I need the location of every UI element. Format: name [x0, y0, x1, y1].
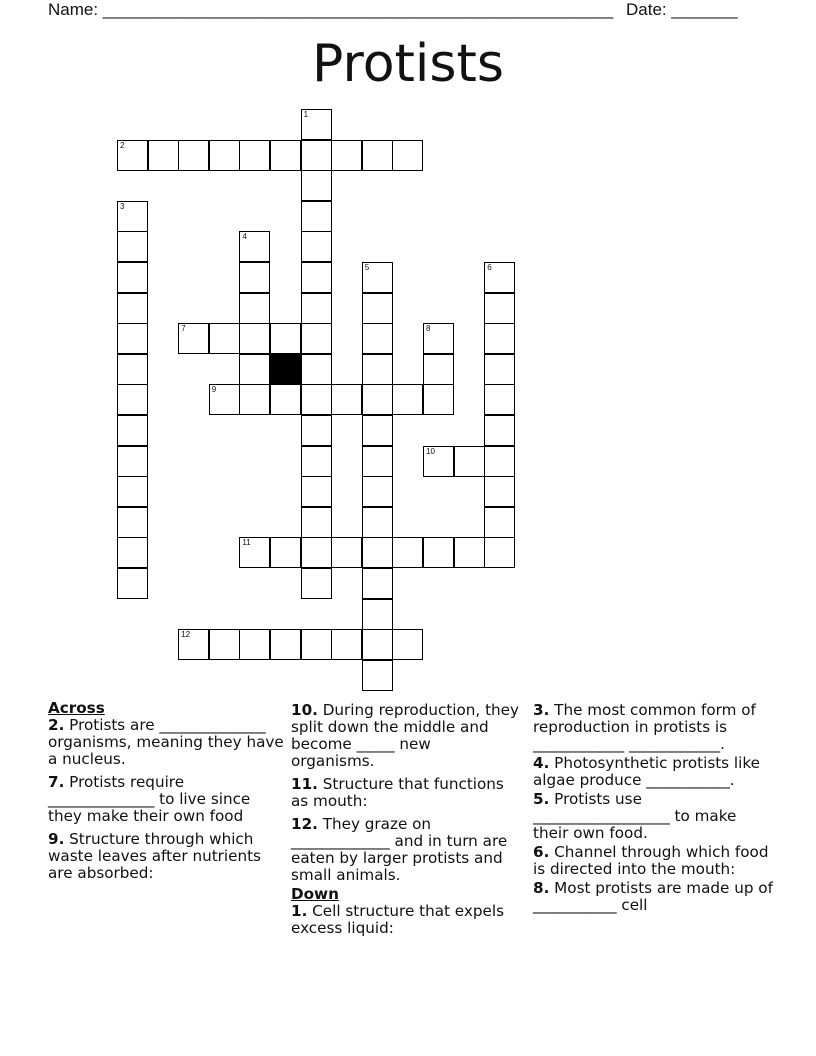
grid-cell[interactable]	[301, 170, 332, 201]
grid-cell[interactable]	[392, 537, 423, 568]
cell-number: 8	[426, 324, 431, 334]
grid-cell[interactable]	[392, 384, 423, 415]
grid-cell[interactable]	[270, 384, 301, 415]
grid-cell[interactable]	[484, 415, 515, 446]
grid-cell[interactable]	[117, 384, 148, 415]
cell-8[interactable]	[423, 323, 454, 354]
grid-cell[interactable]	[362, 293, 393, 324]
grid-cell[interactable]	[117, 537, 148, 568]
date-line: Date: _______	[626, 0, 738, 19]
clue-across-10: 10. During reproduction, they split down the middle and become _____ new organisms.	[291, 701, 519, 770]
blocked-cell	[270, 354, 301, 385]
grid-cell[interactable]	[117, 507, 148, 538]
grid-cell[interactable]	[239, 323, 270, 354]
grid-cell[interactable]	[301, 568, 332, 599]
grid-cell[interactable]	[484, 537, 515, 568]
cell-number: 2	[120, 140, 125, 150]
grid-cell[interactable]	[209, 629, 240, 660]
grid-cell[interactable]	[362, 354, 393, 385]
grid-cell[interactable]	[301, 384, 332, 415]
grid-cell[interactable]	[117, 231, 148, 262]
clue-down-8: 8. Most protists are made up of ___________ cell	[533, 879, 773, 914]
cell-11[interactable]	[239, 537, 270, 568]
grid-cell[interactable]	[301, 354, 332, 385]
grid-cell[interactable]	[484, 354, 515, 385]
grid-cell[interactable]	[362, 537, 393, 568]
cell-4[interactable]	[239, 231, 270, 262]
grid-cell[interactable]	[117, 415, 148, 446]
clue-down-1: 1. Cell structure that expels excess liquid:	[291, 902, 504, 937]
grid-cell[interactable]	[301, 323, 332, 354]
cell-number: 6	[487, 263, 492, 272]
grid-cell[interactable]	[117, 262, 148, 293]
grid-cell[interactable]	[484, 293, 515, 324]
grid-cell[interactable]	[331, 537, 362, 568]
grid-cell[interactable]	[362, 660, 393, 691]
grid-cell[interactable]	[117, 446, 148, 477]
clue-down-5: 5. Protists use __________________ to make their own food.	[533, 790, 737, 842]
grid-cell[interactable]	[484, 323, 515, 354]
grid-cell[interactable]	[423, 537, 454, 568]
across-clues-column-1	[48, 700, 288, 888]
grid-cell[interactable]	[239, 629, 270, 660]
grid-cell[interactable]	[148, 140, 179, 171]
grid-cell[interactable]	[454, 537, 485, 568]
cell-10[interactable]	[423, 446, 454, 477]
grid-cell[interactable]	[117, 323, 148, 354]
clue-across-9: 9. Structure through which waste leaves after nutrients are absorbed:	[48, 830, 261, 882]
clue-down-4: 4. Photosynthetic protists like algae produce ___________.	[533, 754, 760, 789]
cell-number: 10	[426, 446, 435, 456]
grid-cell[interactable]	[362, 476, 393, 507]
cell-number: 1	[303, 110, 309, 119]
grid-cell[interactable]	[362, 568, 393, 599]
grid-cell[interactable]	[484, 476, 515, 507]
grid-cell[interactable]	[239, 293, 270, 324]
grid-cell[interactable]	[117, 476, 148, 507]
cell-12[interactable]	[178, 629, 209, 660]
grid-cell[interactable]	[362, 384, 393, 415]
cell-number: 9	[211, 385, 217, 395]
grid-cell[interactable]	[331, 384, 362, 415]
cell-number: 12	[181, 630, 191, 640]
grid-cell[interactable]	[484, 446, 515, 477]
grid-cell[interactable]	[392, 629, 423, 660]
grid-cell[interactable]	[362, 629, 393, 660]
grid-cell[interactable]	[362, 446, 393, 477]
grid-cell[interactable]	[239, 262, 270, 293]
grid-cell[interactable]	[301, 262, 332, 293]
grid-cell[interactable]	[301, 537, 332, 568]
cell-2[interactable]	[117, 140, 148, 171]
grid-cell[interactable]	[423, 354, 454, 385]
cell-3[interactable]	[117, 201, 148, 232]
grid-cell[interactable]	[484, 384, 515, 415]
cell-7[interactable]	[178, 323, 209, 354]
clue-down-6: 6. Channel through which food is directed into the mouth:	[533, 843, 769, 878]
cell-number: 3	[120, 201, 125, 211]
grid-cell[interactable]	[301, 629, 332, 660]
grid-cell[interactable]	[301, 140, 332, 171]
page-title: Protists	[312, 34, 504, 94]
grid-cell[interactable]	[270, 323, 301, 354]
grid-cell[interactable]	[301, 231, 332, 262]
grid-cell[interactable]	[301, 293, 332, 324]
clue-across-12: 12. They graze on _____________ and in turn are eaten by larger protists and small animals.	[291, 815, 508, 884]
grid-cell[interactable]	[484, 507, 515, 538]
cell-number: 4	[242, 232, 247, 242]
cell-6[interactable]	[484, 262, 515, 293]
grid-cell[interactable]	[362, 323, 393, 354]
grid-cell[interactable]	[239, 140, 270, 171]
grid-cell[interactable]	[239, 354, 270, 385]
clue-across-2: 2. Protists are ______________ organisms, meaning they have a nucleus.	[48, 716, 284, 768]
grid-cell[interactable]	[239, 384, 270, 415]
grid-cell[interactable]	[178, 140, 209, 171]
down-clues-column-3	[533, 702, 773, 920]
name-line: Name: ______________________________________________________	[48, 0, 614, 19]
clue-across-7: 7. Protists require ______________ to live since they make their own food	[48, 773, 251, 825]
grid-cell[interactable]	[117, 568, 148, 599]
grid-cell[interactable]	[301, 476, 332, 507]
grid-cell[interactable]	[362, 415, 393, 446]
clues-column-2	[291, 702, 519, 943]
grid-cell[interactable]	[331, 140, 362, 171]
grid-cell[interactable]	[270, 629, 301, 660]
clue-down-3: 3. The most common form of reproduction in protists is ____________ ____________.	[533, 701, 756, 753]
cell-9[interactable]	[209, 384, 240, 415]
across-heading: Across	[48, 699, 105, 717]
cell-number: 7	[181, 324, 186, 334]
grid-cell[interactable]	[301, 415, 332, 446]
grid-cell[interactable]	[362, 599, 393, 630]
grid-cell[interactable]	[270, 140, 301, 171]
grid-cell[interactable]	[270, 537, 301, 568]
clue-across-11: 11. Structure that functions as mouth:	[291, 775, 504, 810]
grid-cell[interactable]	[454, 446, 485, 477]
grid-cell[interactable]	[423, 384, 454, 415]
grid-cell[interactable]	[117, 354, 148, 385]
cell-number: 5	[364, 263, 370, 272]
grid-cell[interactable]	[301, 201, 332, 232]
grid-cell[interactable]	[362, 140, 393, 171]
grid-cell[interactable]	[209, 323, 240, 354]
grid-cell[interactable]	[362, 507, 393, 538]
grid-cell[interactable]	[209, 140, 240, 171]
grid-cell[interactable]	[331, 629, 362, 660]
grid-cell[interactable]	[392, 140, 423, 171]
cell-1[interactable]	[301, 109, 332, 140]
grid-cell[interactable]	[301, 507, 332, 538]
cell-number: 11	[242, 538, 251, 548]
cell-5[interactable]	[362, 262, 393, 293]
grid-cell[interactable]	[301, 446, 332, 477]
grid-cell[interactable]	[117, 293, 148, 324]
down-heading: Down	[291, 885, 339, 903]
